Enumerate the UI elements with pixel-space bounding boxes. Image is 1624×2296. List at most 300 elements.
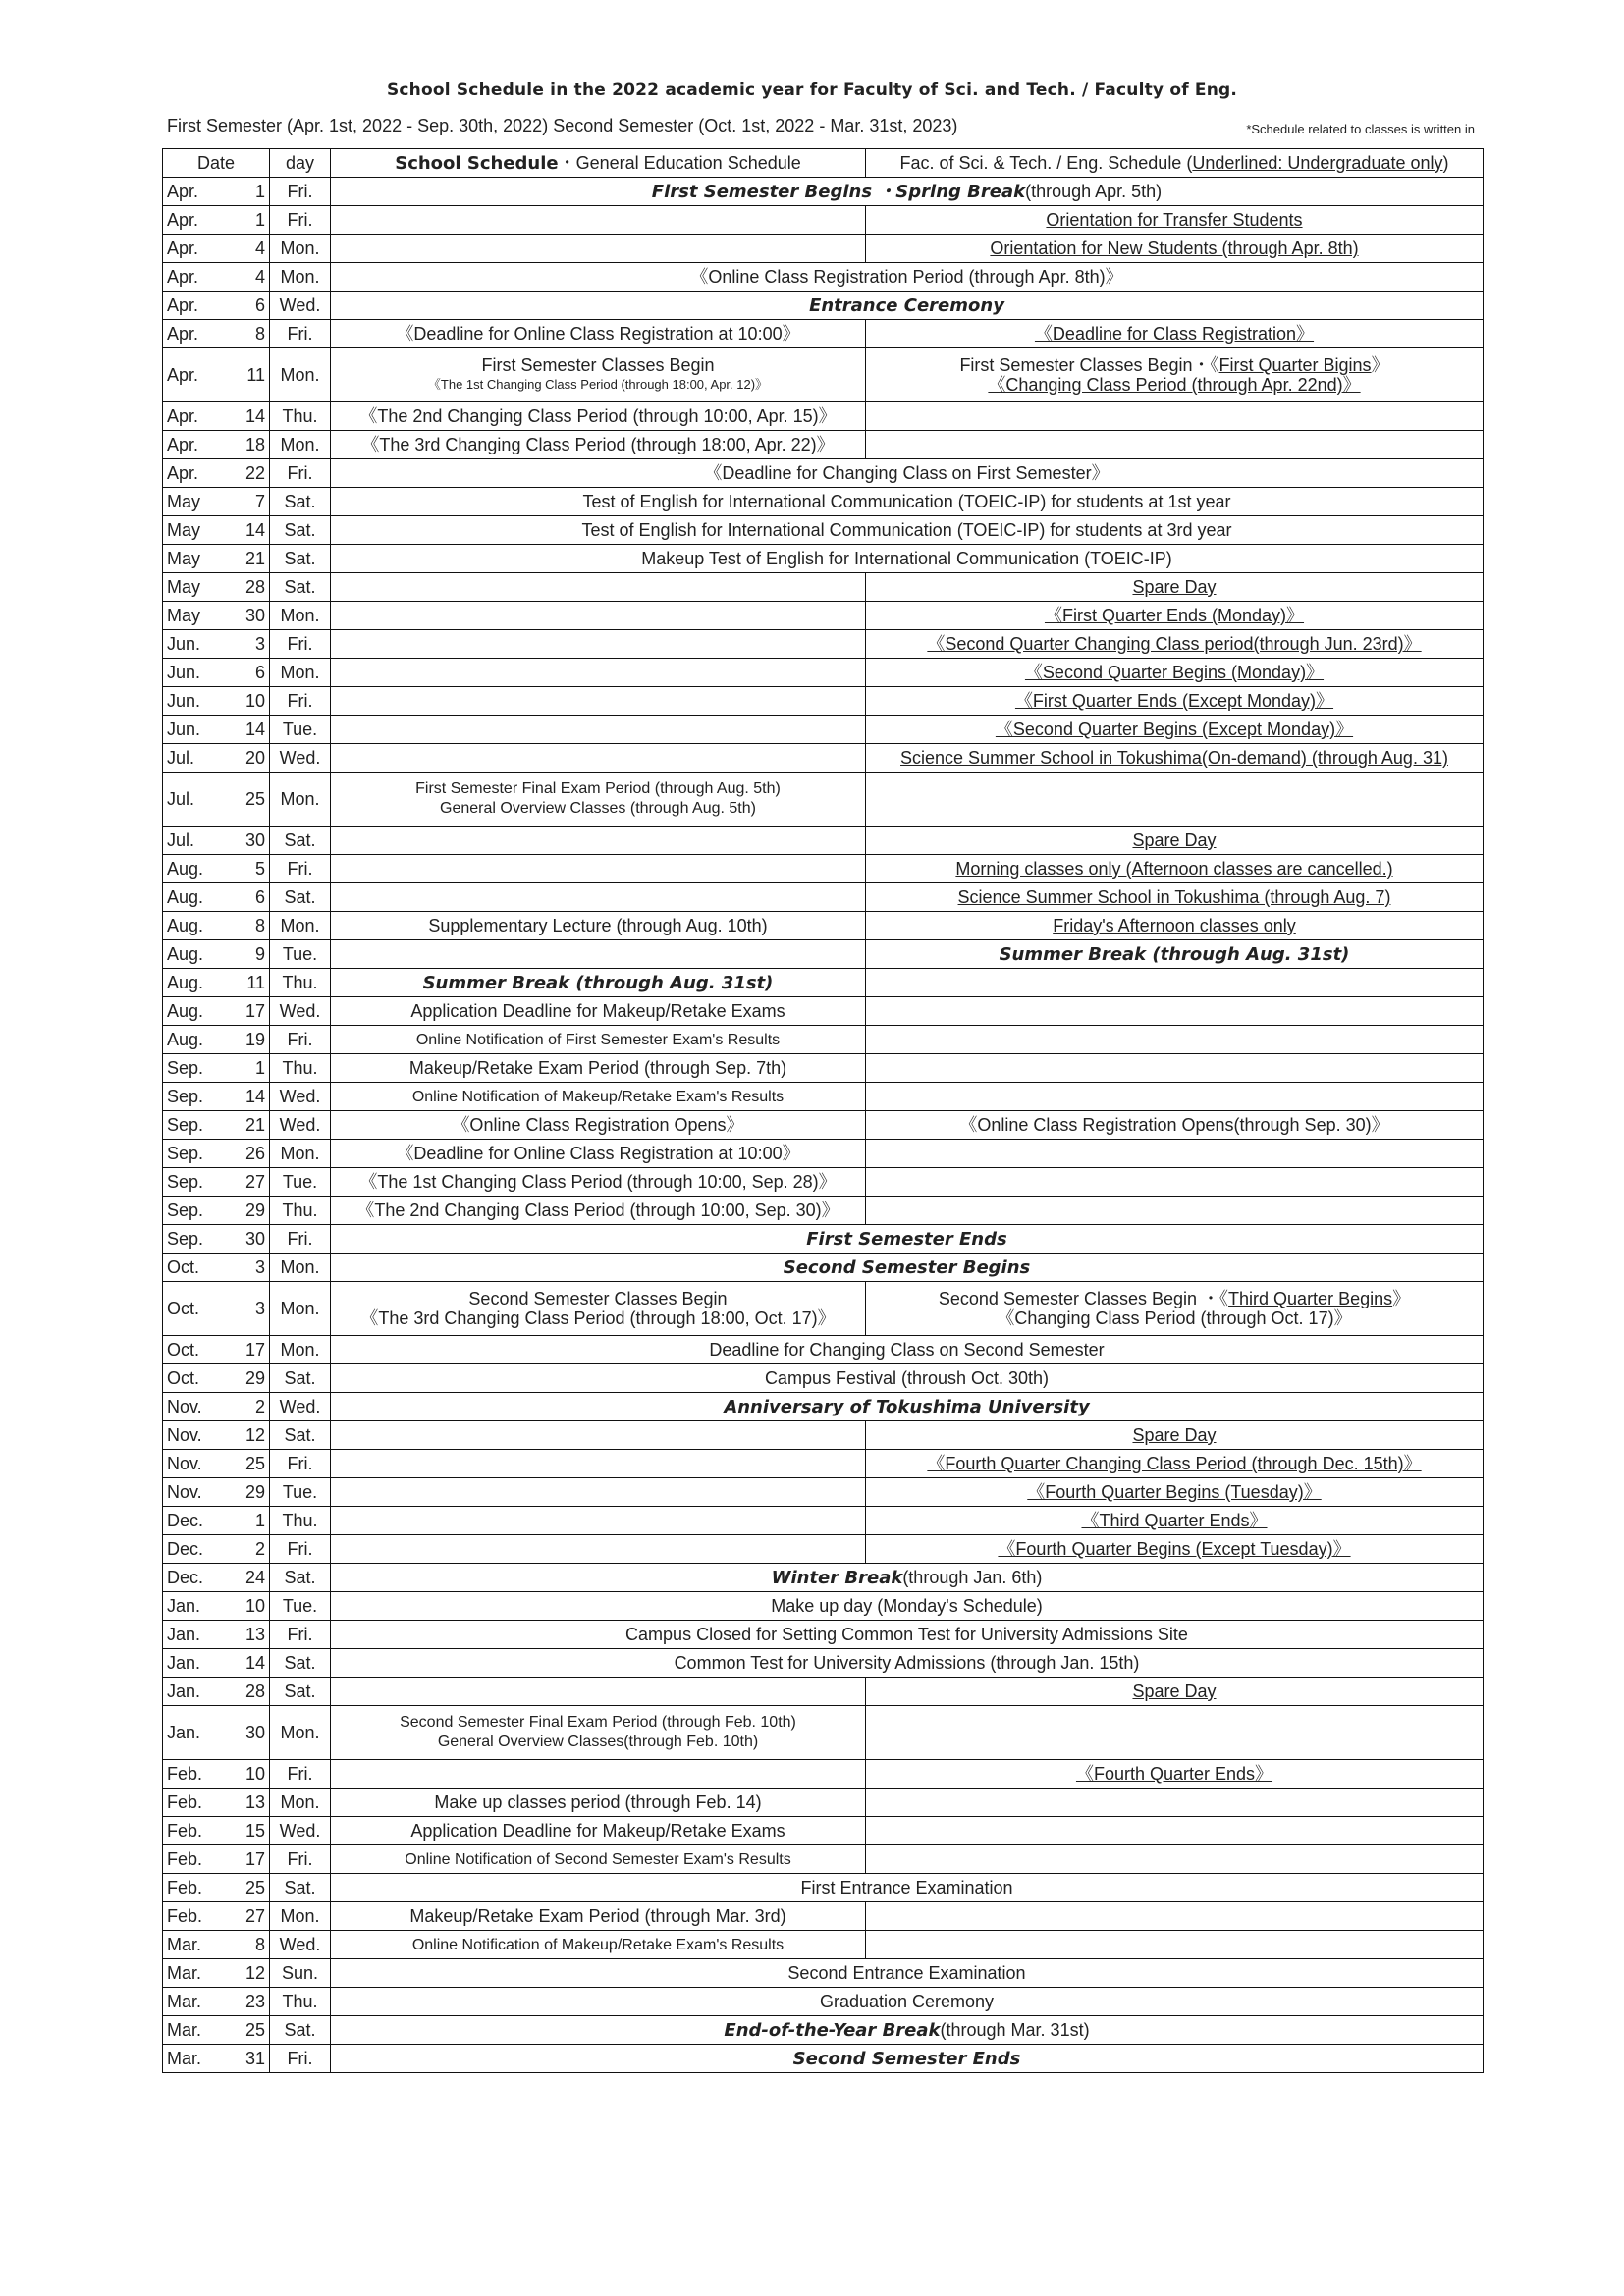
date-day: 17	[229, 997, 270, 1026]
faculty-schedule-cell	[866, 1140, 1484, 1168]
faculty-schedule-cell	[866, 630, 1484, 659]
faculty-event-underlined: 《Fourth Quarter Changing Class Period (through Dec. 15th)》	[927, 1454, 1422, 1473]
day-of-week: Mon.	[270, 1706, 331, 1760]
schedule-row	[163, 1026, 1484, 1054]
day-of-week: Fri.	[270, 1760, 331, 1789]
day-of-week: Sat.	[270, 545, 331, 573]
schedule-row	[163, 602, 1484, 630]
day-of-week: Wed.	[270, 1111, 331, 1140]
faculty-schedule-cell	[866, 1478, 1484, 1507]
schedule-table	[162, 148, 1484, 2073]
schedule-row	[163, 431, 1484, 459]
day-of-week: Mon.	[270, 1282, 331, 1336]
date-month: Aug.	[163, 855, 229, 883]
date-day: 1	[229, 178, 270, 206]
date-day: 17	[229, 1845, 270, 1874]
date-month: Jun.	[163, 687, 229, 716]
date-month: Sep.	[163, 1197, 229, 1225]
date-day: 12	[229, 1959, 270, 1988]
day-of-week: Sat.	[270, 1874, 331, 1902]
general-schedule-header	[331, 149, 866, 178]
day-of-week: Fri.	[270, 1450, 331, 1478]
schedule-row	[163, 969, 1484, 997]
schedule-row	[163, 1535, 1484, 1564]
combined-schedule-cell	[331, 1959, 1484, 1988]
date-month: Jan.	[163, 1678, 229, 1706]
schedule-row	[163, 630, 1484, 659]
date-day: 29	[229, 1364, 270, 1393]
schedule-row	[163, 1706, 1484, 1760]
general-event: First Semester Classes Begin	[481, 355, 715, 375]
day-of-week: Fri.	[270, 1026, 331, 1054]
schedule-row	[163, 1931, 1484, 1959]
general-schedule-cell	[331, 1706, 866, 1760]
date-day: 17	[229, 1336, 270, 1364]
day-of-week: Sat.	[270, 883, 331, 912]
general-event: 《The 2nd Changing Class Period (through 10:00, Sep. 30)》	[356, 1201, 839, 1220]
date-day: 4	[229, 235, 270, 263]
faculty-event-line	[955, 859, 1392, 879]
combined-event-text: 《Deadline for Changing Class on First Semester》	[704, 463, 1110, 483]
page-title: School Schedule in the 2022 academic year for Faculty of Sci. and Tech. / Faculty of Eng.	[386, 80, 1238, 100]
day-of-week: Mon.	[270, 912, 331, 940]
schedule-row	[163, 1254, 1484, 1282]
day-of-week: Wed.	[270, 1931, 331, 1959]
faculty-event-underlined: Orientation for Transfer Students	[1046, 210, 1303, 230]
date-month: Jan.	[163, 1621, 229, 1649]
faculty-event-line	[958, 887, 1391, 907]
faculty-event-line	[870, 1289, 1479, 1308]
date-month: Dec.	[163, 1535, 229, 1564]
general-schedule-cell	[331, 1282, 866, 1336]
combined-schedule-cell	[331, 545, 1484, 573]
schedule-row	[163, 348, 1484, 402]
combined-event-text: (through Apr. 5th)	[1025, 181, 1163, 201]
schedule-row	[163, 1393, 1484, 1421]
date-day: 22	[229, 459, 270, 488]
schedule-row	[163, 545, 1484, 573]
day-of-week: Sat.	[270, 1421, 331, 1450]
combined-event-bold: Anniversary of Tokushima University	[724, 1396, 1090, 1417]
faculty-event-underlined: Science Summer School in Tokushima (through Aug. 7)	[957, 887, 1391, 907]
date-month: Jun.	[163, 630, 229, 659]
day-of-week: Mon.	[270, 348, 331, 402]
date-month: Sep.	[163, 1168, 229, 1197]
faculty-event-line	[959, 1115, 1388, 1135]
schedule-row	[163, 1678, 1484, 1706]
faculty-event-line	[927, 634, 1421, 654]
date-day: 25	[229, 1874, 270, 1902]
general-event: Second Semester Final Exam Period (through Feb. 10th)	[400, 1714, 796, 1731]
day-of-week: Mon.	[270, 1789, 331, 1817]
schedule-row	[163, 178, 1484, 206]
combined-event-text: Common Test for University Admissions (through Jan. 15th)	[674, 1653, 1140, 1673]
day-of-week: Mon.	[270, 659, 331, 687]
general-schedule-cell	[331, 1197, 866, 1225]
faculty-schedule-cell	[866, 716, 1484, 744]
date-day: 3	[229, 1254, 270, 1282]
date-day: 6	[229, 883, 270, 912]
date-day: 27	[229, 1902, 270, 1931]
date-day: 13	[229, 1789, 270, 1817]
general-schedule-cell	[331, 1789, 866, 1817]
schedule-row	[163, 1336, 1484, 1364]
schedule-row	[163, 1902, 1484, 1931]
faculty-event-line	[998, 1539, 1350, 1559]
faculty-schedule-cell	[866, 1197, 1484, 1225]
combined-event-text: 《Online Class Registration Period (through Apr. 8th)》	[690, 267, 1123, 287]
day-of-week: Fri.	[270, 1845, 331, 1874]
combined-event-text: (through Jan. 6th)	[902, 1567, 1043, 1587]
schedule-row	[163, 1421, 1484, 1450]
day-of-week: Wed.	[270, 292, 331, 320]
faculty-event-line	[927, 1454, 1421, 1473]
date-month: Apr.	[163, 263, 229, 292]
date-day: 11	[229, 969, 270, 997]
date-day: 30	[229, 1706, 270, 1760]
faculty-schedule-cell	[866, 1845, 1484, 1874]
faculty-event-underlined: 《First Quarter Ends (Except Monday)》	[1014, 691, 1334, 711]
faculty-event-line	[900, 748, 1448, 768]
general-schedule-cell	[331, 969, 866, 997]
faculty-event-line	[870, 355, 1479, 375]
general-schedule-cell	[331, 1168, 866, 1197]
day-of-week: Mon.	[270, 1140, 331, 1168]
faculty-schedule-cell	[866, 773, 1484, 827]
date-day: 30	[229, 602, 270, 630]
day-of-week: Tue.	[270, 1168, 331, 1197]
faculty-schedule-cell	[866, 744, 1484, 773]
faculty-event-line2: 《Changing Class Period (through Apr. 22nd)》	[988, 375, 1361, 395]
date-month: Aug.	[163, 940, 229, 969]
schedule-note: *Schedule related to classes is written in	[1246, 122, 1475, 136]
day-of-week: Sat.	[270, 2016, 331, 2045]
combined-schedule-cell	[331, 263, 1484, 292]
date-month: May	[163, 516, 229, 545]
date-month: Oct.	[163, 1282, 229, 1336]
date-day: 3	[229, 630, 270, 659]
general-schedule-cell	[331, 855, 866, 883]
general-event: 《The 1st Changing Class Period (through 10:00, Sep. 28)》	[359, 1172, 837, 1192]
faculty-schedule-cell	[866, 940, 1484, 969]
faculty-header-underlined: Underlined: Undergraduate only	[1192, 153, 1443, 173]
semester-periods: First Semester (Apr. 1st, 2022 - Sep. 30th, 2022) Second Semester (Oct. 1st, 2022 - Mar. 31st, 2023)	[167, 116, 958, 135]
schedule-row	[163, 1364, 1484, 1393]
date-day: 2	[229, 1535, 270, 1564]
faculty-event-line	[1000, 944, 1350, 964]
faculty-schedule-cell	[866, 235, 1484, 263]
faculty-schedule-header	[866, 149, 1484, 178]
date-month: Apr.	[163, 402, 229, 431]
date-month: Nov.	[163, 1450, 229, 1478]
date-month: Mar.	[163, 1931, 229, 1959]
general-schedule-cell	[331, 1478, 866, 1507]
general-event: Make up classes period (through Feb. 14)	[434, 1792, 762, 1812]
general-event: 《Deadline for Online Class Registration at 10:00》	[396, 324, 800, 344]
faculty-schedule-cell	[866, 1902, 1484, 1931]
date-day: 29	[229, 1478, 270, 1507]
faculty-event-underlined: 《Fourth Quarter Begins (Tuesday)》	[1027, 1482, 1322, 1502]
schedule-row	[163, 206, 1484, 235]
schedule-row	[163, 855, 1484, 883]
header-row	[163, 149, 1484, 178]
date-day: 10	[229, 1592, 270, 1621]
date-month: Oct.	[163, 1364, 229, 1393]
day-of-week: Mon.	[270, 602, 331, 630]
date-day: 26	[229, 1140, 270, 1168]
general-event: Online Notification of First Semester Exam's Results	[415, 1032, 781, 1048]
date-month: Jun.	[163, 659, 229, 687]
day-of-week: Thu.	[270, 969, 331, 997]
day-of-week: Fri.	[270, 855, 331, 883]
date-day: 1	[229, 1507, 270, 1535]
date-month: Jul.	[163, 827, 229, 855]
date-month: Feb.	[163, 1845, 229, 1874]
day-of-week: Sat.	[270, 1649, 331, 1678]
schedule-row	[163, 1988, 1484, 2016]
general-schedule-cell	[331, 630, 866, 659]
combined-event-bold: Winter Break	[771, 1567, 903, 1588]
faculty-event-line	[1035, 324, 1314, 344]
general-schedule-cell	[331, 773, 866, 827]
schedule-row	[163, 573, 1484, 602]
schedule-row	[163, 997, 1484, 1026]
date-day: 5	[229, 855, 270, 883]
date-month: Mar.	[163, 1959, 229, 1988]
faculty-event-line	[1132, 1425, 1216, 1445]
faculty-schedule-cell	[866, 1282, 1484, 1336]
schedule-row	[163, 883, 1484, 912]
combined-schedule-cell	[331, 459, 1484, 488]
day-of-week: Thu.	[270, 1988, 331, 2016]
schedule-row	[163, 1168, 1484, 1197]
date-month: Jul.	[163, 744, 229, 773]
faculty-event-line	[1132, 830, 1216, 850]
date-day: 19	[229, 1026, 270, 1054]
general-schedule-cell	[331, 235, 866, 263]
schedule-row	[163, 1874, 1484, 1902]
date-month: Feb.	[163, 1874, 229, 1902]
general-event: 《The 3rd Changing Class Period (through 18:00, Apr. 22)》	[361, 435, 835, 454]
faculty-event-line	[1015, 691, 1333, 711]
day-of-week: Mon.	[270, 1902, 331, 1931]
combined-event-bold: End-of-the-Year Break	[724, 2019, 941, 2041]
date-month: Sep.	[163, 1083, 229, 1111]
day-of-week: Mon.	[270, 1254, 331, 1282]
faculty-event-bold: Summer Break (through Aug. 31st)	[999, 943, 1350, 965]
general-event: Online Notification of Makeup/Retake Exam's Results	[411, 1937, 785, 1953]
faculty-schedule-cell	[866, 659, 1484, 687]
faculty-schedule-cell	[866, 573, 1484, 602]
faculty-event-underlined: 《Third Quarter Ends》	[1081, 1511, 1268, 1530]
schedule-row	[163, 459, 1484, 488]
schedule-row	[163, 488, 1484, 516]
faculty-schedule-cell	[866, 1706, 1484, 1760]
day-of-week: Sat.	[270, 573, 331, 602]
general-schedule-cell	[331, 744, 866, 773]
day-of-week: Fri.	[270, 630, 331, 659]
date-day: 12	[229, 1421, 270, 1450]
faculty-event-underlined: 《Second Quarter Changing Class period(through Jun. 23rd)》	[927, 634, 1422, 654]
date-month: Feb.	[163, 1789, 229, 1817]
schedule-row	[163, 1111, 1484, 1140]
faculty-schedule-cell	[866, 1931, 1484, 1959]
general-event: Application Deadline for Makeup/Retake Exams	[410, 1001, 785, 1021]
date-day: 2	[229, 1393, 270, 1421]
date-day: 21	[229, 1111, 270, 1140]
date-day: 3	[229, 1282, 270, 1336]
schedule-row	[163, 1592, 1484, 1621]
faculty-event-underlined: First Quarter Bigins	[1218, 355, 1372, 375]
faculty-schedule-cell	[866, 402, 1484, 431]
schedule-row	[163, 827, 1484, 855]
day-of-week: Fri.	[270, 178, 331, 206]
faculty-event-underlined: Third Quarter Begins	[1228, 1289, 1393, 1308]
day-of-week: Sat.	[270, 1364, 331, 1393]
general-schedule-cell	[331, 1054, 866, 1083]
date-day: 14	[229, 402, 270, 431]
combined-event-text: Test of English for International Communication (TOEIC-IP) for students at 1st year	[582, 492, 1231, 511]
date-day: 9	[229, 940, 270, 969]
faculty-schedule-cell	[866, 1026, 1484, 1054]
day-of-week: Fri.	[270, 206, 331, 235]
faculty-event-underlined: 《Deadline for Class Registration》	[1034, 324, 1315, 344]
general-schedule-cell	[331, 1421, 866, 1450]
date-day: 8	[229, 912, 270, 940]
combined-event-text: Campus Festival (throush Oct. 30th)	[764, 1368, 1050, 1388]
general-schedule-cell	[331, 716, 866, 744]
general-schedule-cell	[331, 827, 866, 855]
schedule-row	[163, 1478, 1484, 1507]
day-of-week: Thu.	[270, 1197, 331, 1225]
faculty-schedule-cell	[866, 431, 1484, 459]
date-day: 27	[229, 1168, 270, 1197]
date-month: Feb.	[163, 1902, 229, 1931]
faculty-event-line	[1132, 577, 1216, 597]
faculty-event-line	[1046, 210, 1302, 230]
combined-event-text: Test of English for International Communication (TOEIC-IP) for students at 3rd year	[581, 520, 1232, 540]
faculty-schedule-cell	[866, 997, 1484, 1026]
date-month: Dec.	[163, 1564, 229, 1592]
day-of-week: Mon.	[270, 1336, 331, 1364]
date-month: Jun.	[163, 716, 229, 744]
faculty-schedule-cell	[866, 320, 1484, 348]
faculty-schedule-cell	[866, 1760, 1484, 1789]
faculty-event-underlined: Orientation for New Students (through Apr. 8th)	[990, 239, 1359, 258]
date-day: 14	[229, 1649, 270, 1678]
combined-event-bold: Entrance Ceremony	[809, 294, 1004, 316]
general-schedule-cell	[331, 1931, 866, 1959]
faculty-event-underlined: 《Fourth Quarter Ends》	[1075, 1764, 1273, 1784]
date-month: Jan.	[163, 1649, 229, 1678]
faculty-schedule-cell	[866, 969, 1484, 997]
general-schedule-cell	[331, 1083, 866, 1111]
combined-schedule-cell	[331, 292, 1484, 320]
date-month: Aug.	[163, 969, 229, 997]
date-month: Apr.	[163, 235, 229, 263]
faculty-event-line	[1027, 1482, 1321, 1502]
faculty-event-line	[1045, 606, 1304, 625]
faculty-event-underlined: Morning classes only (Afternoon classes are cancelled.)	[955, 859, 1393, 879]
faculty-schedule-cell	[866, 348, 1484, 402]
schedule-row	[163, 516, 1484, 545]
faculty-event: Second Semester Classes Begin ・《	[938, 1289, 1229, 1308]
combined-event-bold: First Semester Begins ・Spring Break	[651, 181, 1026, 202]
faculty-event-underlined: 《First Quarter Ends (Monday)》	[1044, 606, 1305, 625]
day-header: day	[270, 149, 331, 178]
schedule-row	[163, 1282, 1484, 1336]
combined-schedule-cell	[331, 488, 1484, 516]
date-day: 20	[229, 744, 270, 773]
general-schedule-cell	[331, 320, 866, 348]
general-schedule-cell	[331, 1111, 866, 1140]
general-schedule-cell	[331, 687, 866, 716]
general-schedule-cell	[331, 883, 866, 912]
day-of-week: Sat.	[270, 516, 331, 545]
day-of-week: Thu.	[270, 1054, 331, 1083]
date-day: 11	[229, 348, 270, 402]
date-day: 23	[229, 1988, 270, 2016]
faculty-event-line	[1025, 663, 1324, 682]
date-month: Mar.	[163, 2045, 229, 2073]
schedule-row	[163, 1083, 1484, 1111]
date-day: 21	[229, 545, 270, 573]
day-of-week: Sat.	[270, 1678, 331, 1706]
general-schedule-cell	[331, 1535, 866, 1564]
date-day: 10	[229, 687, 270, 716]
general-schedule-cell	[331, 1760, 866, 1789]
date-day: 24	[229, 1564, 270, 1592]
combined-schedule-cell	[331, 1621, 1484, 1649]
day-of-week: Sat.	[270, 1564, 331, 1592]
date-day: 25	[229, 1450, 270, 1478]
day-of-week: Tue.	[270, 940, 331, 969]
day-of-week: Thu.	[270, 1507, 331, 1535]
schedule-row	[163, 2016, 1484, 2045]
combined-event-text: Makeup Test of English for International Communication (TOEIC-IP)	[641, 549, 1172, 568]
faculty-event-underlined: 《Fourth Quarter Begins (Except Tuesday)》	[998, 1539, 1351, 1559]
faculty-schedule-cell	[866, 1507, 1484, 1535]
date-day: 31	[229, 2045, 270, 2073]
date-month: Nov.	[163, 1478, 229, 1507]
general-schedule-cell	[331, 1026, 866, 1054]
schedule-row	[163, 1140, 1484, 1168]
date-month: Feb.	[163, 1760, 229, 1789]
date-month: Apr.	[163, 431, 229, 459]
general-event-line2: 《The 3rd Changing Class Period (through 18:00, Oct. 17)》	[360, 1308, 836, 1328]
day-of-week: Fri.	[270, 1535, 331, 1564]
day-of-week: Mon.	[270, 773, 331, 827]
date-month: Nov.	[163, 1393, 229, 1421]
combined-schedule-cell	[331, 1364, 1484, 1393]
date-day: 13	[229, 1621, 270, 1649]
general-schedule-cell	[331, 602, 866, 630]
schedule-row	[163, 320, 1484, 348]
schedule-row	[163, 1845, 1484, 1874]
date-day: 15	[229, 1817, 270, 1845]
combined-schedule-cell	[331, 1649, 1484, 1678]
day-of-week: Fri.	[270, 2045, 331, 2073]
schedule-row	[163, 2045, 1484, 2073]
day-of-week: Sat.	[270, 488, 331, 516]
date-day: 6	[229, 292, 270, 320]
faculty-event-line	[990, 239, 1358, 258]
date-month: Apr.	[163, 178, 229, 206]
combined-schedule-cell	[331, 1874, 1484, 1902]
faculty-event: 《Online Class Registration Opens(through Sep. 30)》	[959, 1115, 1389, 1135]
day-of-week: Fri.	[270, 687, 331, 716]
faculty-event-underlined: Spare Day	[1132, 830, 1217, 850]
